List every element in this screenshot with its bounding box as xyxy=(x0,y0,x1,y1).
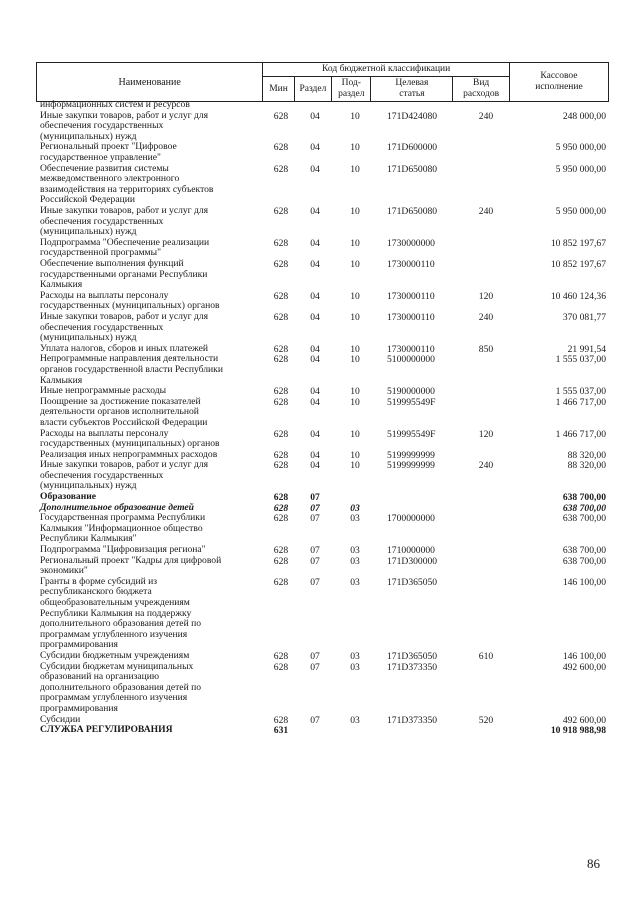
row-name-line: Республики Калмыкия" xyxy=(40,533,137,545)
table-row xyxy=(40,513,612,545)
row-name-line: программирования xyxy=(40,703,118,715)
row-name xyxy=(40,142,265,163)
header-razdel: Раздел xyxy=(294,77,331,102)
row-name-line: государственными органами Республики xyxy=(40,268,208,280)
table-row xyxy=(40,206,612,238)
header-celevaya-line2: статья xyxy=(399,89,425,99)
row-raz: 07 xyxy=(310,651,320,663)
row-min: 628 xyxy=(273,163,289,175)
row-name-line: власти субъектов Российской Федерации xyxy=(40,416,208,428)
row-name-line: дополнительного образования детей по xyxy=(40,681,202,693)
row-cel: 171D373350 xyxy=(387,714,438,726)
header-vid-line2: расходов xyxy=(463,89,500,99)
table-body xyxy=(40,100,612,736)
table-row xyxy=(40,259,612,291)
row-name-line: Иные закупки товаров, работ и услуг для xyxy=(40,459,209,471)
table-row xyxy=(40,111,612,143)
row-name xyxy=(40,725,265,736)
row-min: 628 xyxy=(273,396,289,408)
row-name-line: органов государственной власти Республики xyxy=(40,363,223,375)
row-name-line: Реализация иных непрограммных расходов xyxy=(40,448,218,460)
row-name-line: (муниципальных) нужд xyxy=(40,130,137,142)
row-min: 628 xyxy=(273,343,289,355)
row-cel: 171D365050 xyxy=(387,576,438,588)
row-sum: 1 466 717,00 xyxy=(555,428,606,440)
table-row xyxy=(40,164,612,206)
row-name xyxy=(40,111,265,143)
row-vid: 240 xyxy=(478,311,494,323)
row-cel: 171D300000 xyxy=(387,555,438,567)
row-name-line: Российской Федерации xyxy=(40,194,135,206)
row-sum: 146 100,00 xyxy=(562,576,606,588)
row-cel: 1700000000 xyxy=(387,513,435,525)
row-name-line: программам углубленного изучения xyxy=(40,628,188,640)
row-name-line: (муниципальных) нужд xyxy=(40,226,137,238)
row-pod: 10 xyxy=(350,386,360,398)
row-pod: 03 xyxy=(350,502,360,514)
page-number: 86 xyxy=(587,856,600,871)
row-vid: 240 xyxy=(478,205,494,217)
table-row xyxy=(40,397,612,429)
row-sum: 638 700,00 xyxy=(562,492,606,504)
row-name-line: программирования xyxy=(40,639,118,651)
row-sum: 638 700,00 xyxy=(562,513,606,525)
row-name-line: Региональный проект "Кадры для цифровой xyxy=(40,554,222,566)
row-pod: 03 xyxy=(350,545,360,557)
row-name-line: Иные непрограммные расходы xyxy=(40,385,167,397)
row-vid: 240 xyxy=(478,460,494,472)
row-pod: 10 xyxy=(350,311,360,323)
row-name-line: (муниципальных) нужд xyxy=(40,332,137,344)
row-name-line: деятельности органов исполнительной xyxy=(40,406,199,418)
row-min: 628 xyxy=(273,258,289,270)
row-name xyxy=(40,556,265,577)
row-min: 628 xyxy=(273,513,289,525)
row-name xyxy=(40,291,265,312)
row-pod: 10 xyxy=(350,396,360,408)
row-raz: 04 xyxy=(310,396,320,408)
table-row xyxy=(40,100,612,111)
row-name-line: Субсидии бюджетам муниципальных xyxy=(40,660,194,672)
row-cel: 519995549F xyxy=(387,428,436,440)
row-sum: 88 320,00 xyxy=(567,460,606,472)
table-row xyxy=(40,429,612,450)
table-row xyxy=(40,354,612,386)
row-cel: 171D373350 xyxy=(387,661,438,673)
header-podrazdel xyxy=(332,77,371,102)
row-cel: 1730000000 xyxy=(387,237,435,249)
row-pod: 10 xyxy=(350,354,360,366)
row-name-line: Республики Калмыкия на поддержку xyxy=(40,607,192,619)
row-vid: 610 xyxy=(478,651,494,663)
row-name-line: СЛУЖБА РЕГУЛИРОВАНИЯ xyxy=(40,724,173,736)
row-pod: 03 xyxy=(350,714,360,726)
row-name-line: информационных систем и ресурсов xyxy=(40,99,190,110)
row-name xyxy=(40,354,265,386)
row-cel: 171D424080 xyxy=(387,110,438,122)
row-raz: 04 xyxy=(310,449,320,461)
header-min: Мин xyxy=(263,77,294,102)
row-sum: 10 460 124,36 xyxy=(550,290,606,302)
header-code-group: Код бюджетной классификации xyxy=(263,63,510,77)
row-name-line: Гранты в форме субсидий из xyxy=(40,575,158,587)
row-name-line: Обеспечение развития системы xyxy=(40,162,169,174)
row-sum: 1 555 037,00 xyxy=(555,386,606,398)
row-vid: 120 xyxy=(478,428,494,440)
row-sum: 10 852 197,67 xyxy=(550,258,606,270)
row-sum: 88 320,00 xyxy=(567,449,606,461)
header-vid xyxy=(453,77,510,102)
row-sum: 5 950 000,00 xyxy=(555,163,606,175)
row-name xyxy=(40,577,265,651)
row-sum: 5 950 000,00 xyxy=(555,142,606,154)
row-name-line: Непрограммные направления деятельности xyxy=(40,353,219,365)
row-name-line: обеспечения государственных xyxy=(40,469,164,481)
row-name-line: Расходы на выплаты персоналу xyxy=(40,427,169,439)
row-name-line: Поощрение за достижение показателей xyxy=(40,395,201,407)
row-pod: 10 xyxy=(350,237,360,249)
row-cel: 519995549F xyxy=(387,396,436,408)
header-celevaya-line1: Целевая xyxy=(395,78,429,88)
row-raz: 04 xyxy=(310,163,320,175)
row-sum: 638 700,00 xyxy=(562,502,606,514)
row-raz: 04 xyxy=(310,142,320,154)
row-name-line: республиканского бюджета xyxy=(40,586,152,598)
row-name-line: Уплата налогов, сборов и иных платежей xyxy=(40,342,209,354)
row-name-line: взаимодействия на территориях субъектов xyxy=(40,183,214,195)
row-raz: 07 xyxy=(310,555,320,567)
row-pod: 10 xyxy=(350,205,360,217)
header-name: Наименование xyxy=(37,63,263,102)
row-min: 628 xyxy=(273,460,289,472)
row-sum: 492 600,00 xyxy=(562,714,606,726)
row-raz: 04 xyxy=(310,237,320,249)
row-name-line: Калмыкия xyxy=(40,279,83,291)
row-name-line: Образование xyxy=(40,491,97,503)
row-name xyxy=(40,312,265,344)
row-raz: 07 xyxy=(310,545,320,557)
row-name-line: образований на организацию xyxy=(40,671,160,683)
row-raz: 07 xyxy=(310,492,320,504)
row-cel: 1730000110 xyxy=(387,258,435,270)
row-min: 631 xyxy=(273,725,289,737)
header-celevaya xyxy=(371,77,453,102)
row-sum: 638 700,00 xyxy=(562,545,606,557)
row-pod: 10 xyxy=(350,460,360,472)
row-name-line: Подпрограмма "Обеспечение реализации xyxy=(40,236,210,248)
row-sum: 21 991,54 xyxy=(567,343,606,355)
row-min: 628 xyxy=(273,428,289,440)
row-cel: 5100000000 xyxy=(387,354,435,366)
row-name-line: дополнительного образования детей по xyxy=(40,618,202,630)
row-sum: 5 950 000,00 xyxy=(555,205,606,217)
row-sum: 146 100,00 xyxy=(562,651,606,663)
row-cel: 171D600000 xyxy=(387,142,438,154)
row-name xyxy=(40,429,265,450)
row-raz: 07 xyxy=(310,576,320,588)
row-pod: 10 xyxy=(350,290,360,302)
row-name xyxy=(40,238,265,259)
row-min: 628 xyxy=(273,205,289,217)
row-name-line: Калмыкия "Информационное общество xyxy=(40,522,203,534)
row-name xyxy=(40,164,265,206)
row-pod: 03 xyxy=(350,513,360,525)
row-raz: 04 xyxy=(310,386,320,398)
row-raz: 04 xyxy=(310,343,320,355)
row-name-line: Иные закупки товаров, работ и услуг для xyxy=(40,109,209,121)
row-pod: 10 xyxy=(350,449,360,461)
row-raz: 07 xyxy=(310,502,320,514)
row-cel: 171D650080 xyxy=(387,205,438,217)
row-min: 628 xyxy=(273,502,289,514)
row-raz: 04 xyxy=(310,258,320,270)
row-name-line: Калмыкия xyxy=(40,374,83,386)
row-sum: 10 918 988,98 xyxy=(550,725,606,737)
row-cel: 1710000000 xyxy=(387,545,435,557)
row-name-line: (муниципальных) нужд xyxy=(40,480,137,492)
row-name-line: общеобразовательным учреждениям xyxy=(40,597,190,609)
row-pod: 10 xyxy=(350,142,360,154)
row-name-line: межведомственного электронного xyxy=(40,173,180,185)
row-raz: 04 xyxy=(310,354,320,366)
row-name xyxy=(40,259,265,291)
row-min: 628 xyxy=(273,386,289,398)
row-raz: 04 xyxy=(310,460,320,472)
row-name xyxy=(40,460,265,492)
row-sum: 1 466 717,00 xyxy=(555,396,606,408)
row-sum: 1 555 037,00 xyxy=(555,354,606,366)
row-raz: 04 xyxy=(310,311,320,323)
row-min: 628 xyxy=(273,311,289,323)
row-pod: 10 xyxy=(350,110,360,122)
row-pod: 03 xyxy=(350,661,360,673)
row-name-line: обеспечения государственных xyxy=(40,321,164,333)
row-vid: 520 xyxy=(478,714,494,726)
row-pod: 03 xyxy=(350,576,360,588)
row-vid: 240 xyxy=(478,110,494,122)
header-cash xyxy=(509,63,608,102)
row-name-line: обеспечения государственных xyxy=(40,215,164,227)
row-sum: 638 700,00 xyxy=(562,555,606,567)
header-cash-line2: исполнение xyxy=(535,82,583,92)
table-row xyxy=(40,238,612,259)
row-raz: 07 xyxy=(310,661,320,673)
row-min: 628 xyxy=(273,714,289,726)
row-cel: 1730000110 xyxy=(387,311,435,323)
row-vid: 120 xyxy=(478,290,494,302)
row-vid: 850 xyxy=(478,343,494,355)
row-name-line: Государственная программа Республики xyxy=(40,512,206,524)
table-row xyxy=(40,725,612,736)
row-sum: 370 081,77 xyxy=(562,311,606,323)
row-name-line: государственное управление" xyxy=(40,151,161,163)
row-pod: 10 xyxy=(350,258,360,270)
row-raz: 07 xyxy=(310,513,320,525)
row-pod: 03 xyxy=(350,555,360,567)
row-min: 628 xyxy=(273,555,289,567)
row-min: 628 xyxy=(273,492,289,504)
row-name-line: государственных (муниципальных) органов xyxy=(40,300,220,312)
row-raz: 04 xyxy=(310,290,320,302)
row-pod: 10 xyxy=(350,343,360,355)
row-min: 628 xyxy=(273,661,289,673)
row-raz: 07 xyxy=(310,714,320,726)
row-name xyxy=(40,397,265,429)
row-name xyxy=(40,100,265,111)
row-name-line: экономики" xyxy=(40,565,88,577)
row-name-line: Региональный проект "Цифровое xyxy=(40,141,177,153)
row-cel: 171D650080 xyxy=(387,163,438,175)
row-min: 628 xyxy=(273,354,289,366)
row-name-line: Подпрограмма "Цифровизация региона" xyxy=(40,544,206,556)
table-row xyxy=(40,556,612,577)
row-cel: 171D365050 xyxy=(387,651,438,663)
row-cel: 1730000110 xyxy=(387,290,435,302)
row-min: 628 xyxy=(273,576,289,588)
row-pod: 10 xyxy=(350,428,360,440)
row-name-line: Обеспечение выполнения функций xyxy=(40,257,184,269)
row-sum: 492 600,00 xyxy=(562,661,606,673)
table-row xyxy=(40,577,612,651)
row-min: 628 xyxy=(273,545,289,557)
row-name xyxy=(40,513,265,545)
table-row xyxy=(40,312,612,344)
table-row xyxy=(40,142,612,163)
row-name-line: Субсидии бюджетным учреждениям xyxy=(40,650,190,662)
row-raz: 04 xyxy=(310,428,320,440)
row-raz: 04 xyxy=(310,205,320,217)
row-name-line: государственных (муниципальных) органов xyxy=(40,438,220,450)
row-pod: 03 xyxy=(350,651,360,663)
table-header xyxy=(36,62,609,102)
row-min: 628 xyxy=(273,651,289,663)
row-name-line: программам углубленного изучения xyxy=(40,692,188,704)
header-vid-line1: Вид xyxy=(472,78,490,88)
row-name-line: обеспечения государственных xyxy=(40,120,164,132)
row-min: 628 xyxy=(273,110,289,122)
row-cel: 1730000110 xyxy=(387,343,435,355)
row-name xyxy=(40,206,265,238)
row-name-line: Иные закупки товаров, работ и услуг для xyxy=(40,310,209,322)
row-name-line: Дополнительное образование детей xyxy=(40,501,195,513)
row-cel: 5199999999 xyxy=(387,460,435,472)
row-name-line: Иные закупки товаров, работ и услуг для xyxy=(40,204,209,216)
row-cel: 5199999999 xyxy=(387,449,435,461)
table-row xyxy=(40,662,612,715)
row-min: 628 xyxy=(273,290,289,302)
row-name-line: Субсидии xyxy=(40,713,81,725)
table-row xyxy=(40,460,612,492)
row-cel: 5190000000 xyxy=(387,386,435,398)
row-min: 628 xyxy=(273,449,289,461)
row-min: 628 xyxy=(273,237,289,249)
header-podrazdel-line1: Под- xyxy=(341,78,361,88)
table-row xyxy=(40,291,612,312)
row-name-line: государственной программы" xyxy=(40,247,161,259)
row-min: 628 xyxy=(273,142,289,154)
row-name xyxy=(40,662,265,715)
row-name-line: Расходы на выплаты персоналу xyxy=(40,289,169,301)
row-raz: 04 xyxy=(310,110,320,122)
row-pod: 10 xyxy=(350,163,360,175)
row-sum: 248 000,00 xyxy=(562,110,606,122)
header-cash-line1: Кассовое xyxy=(540,71,578,81)
row-sum: 10 852 197,67 xyxy=(550,237,606,249)
header-podrazdel-line2: раздел xyxy=(338,89,365,99)
